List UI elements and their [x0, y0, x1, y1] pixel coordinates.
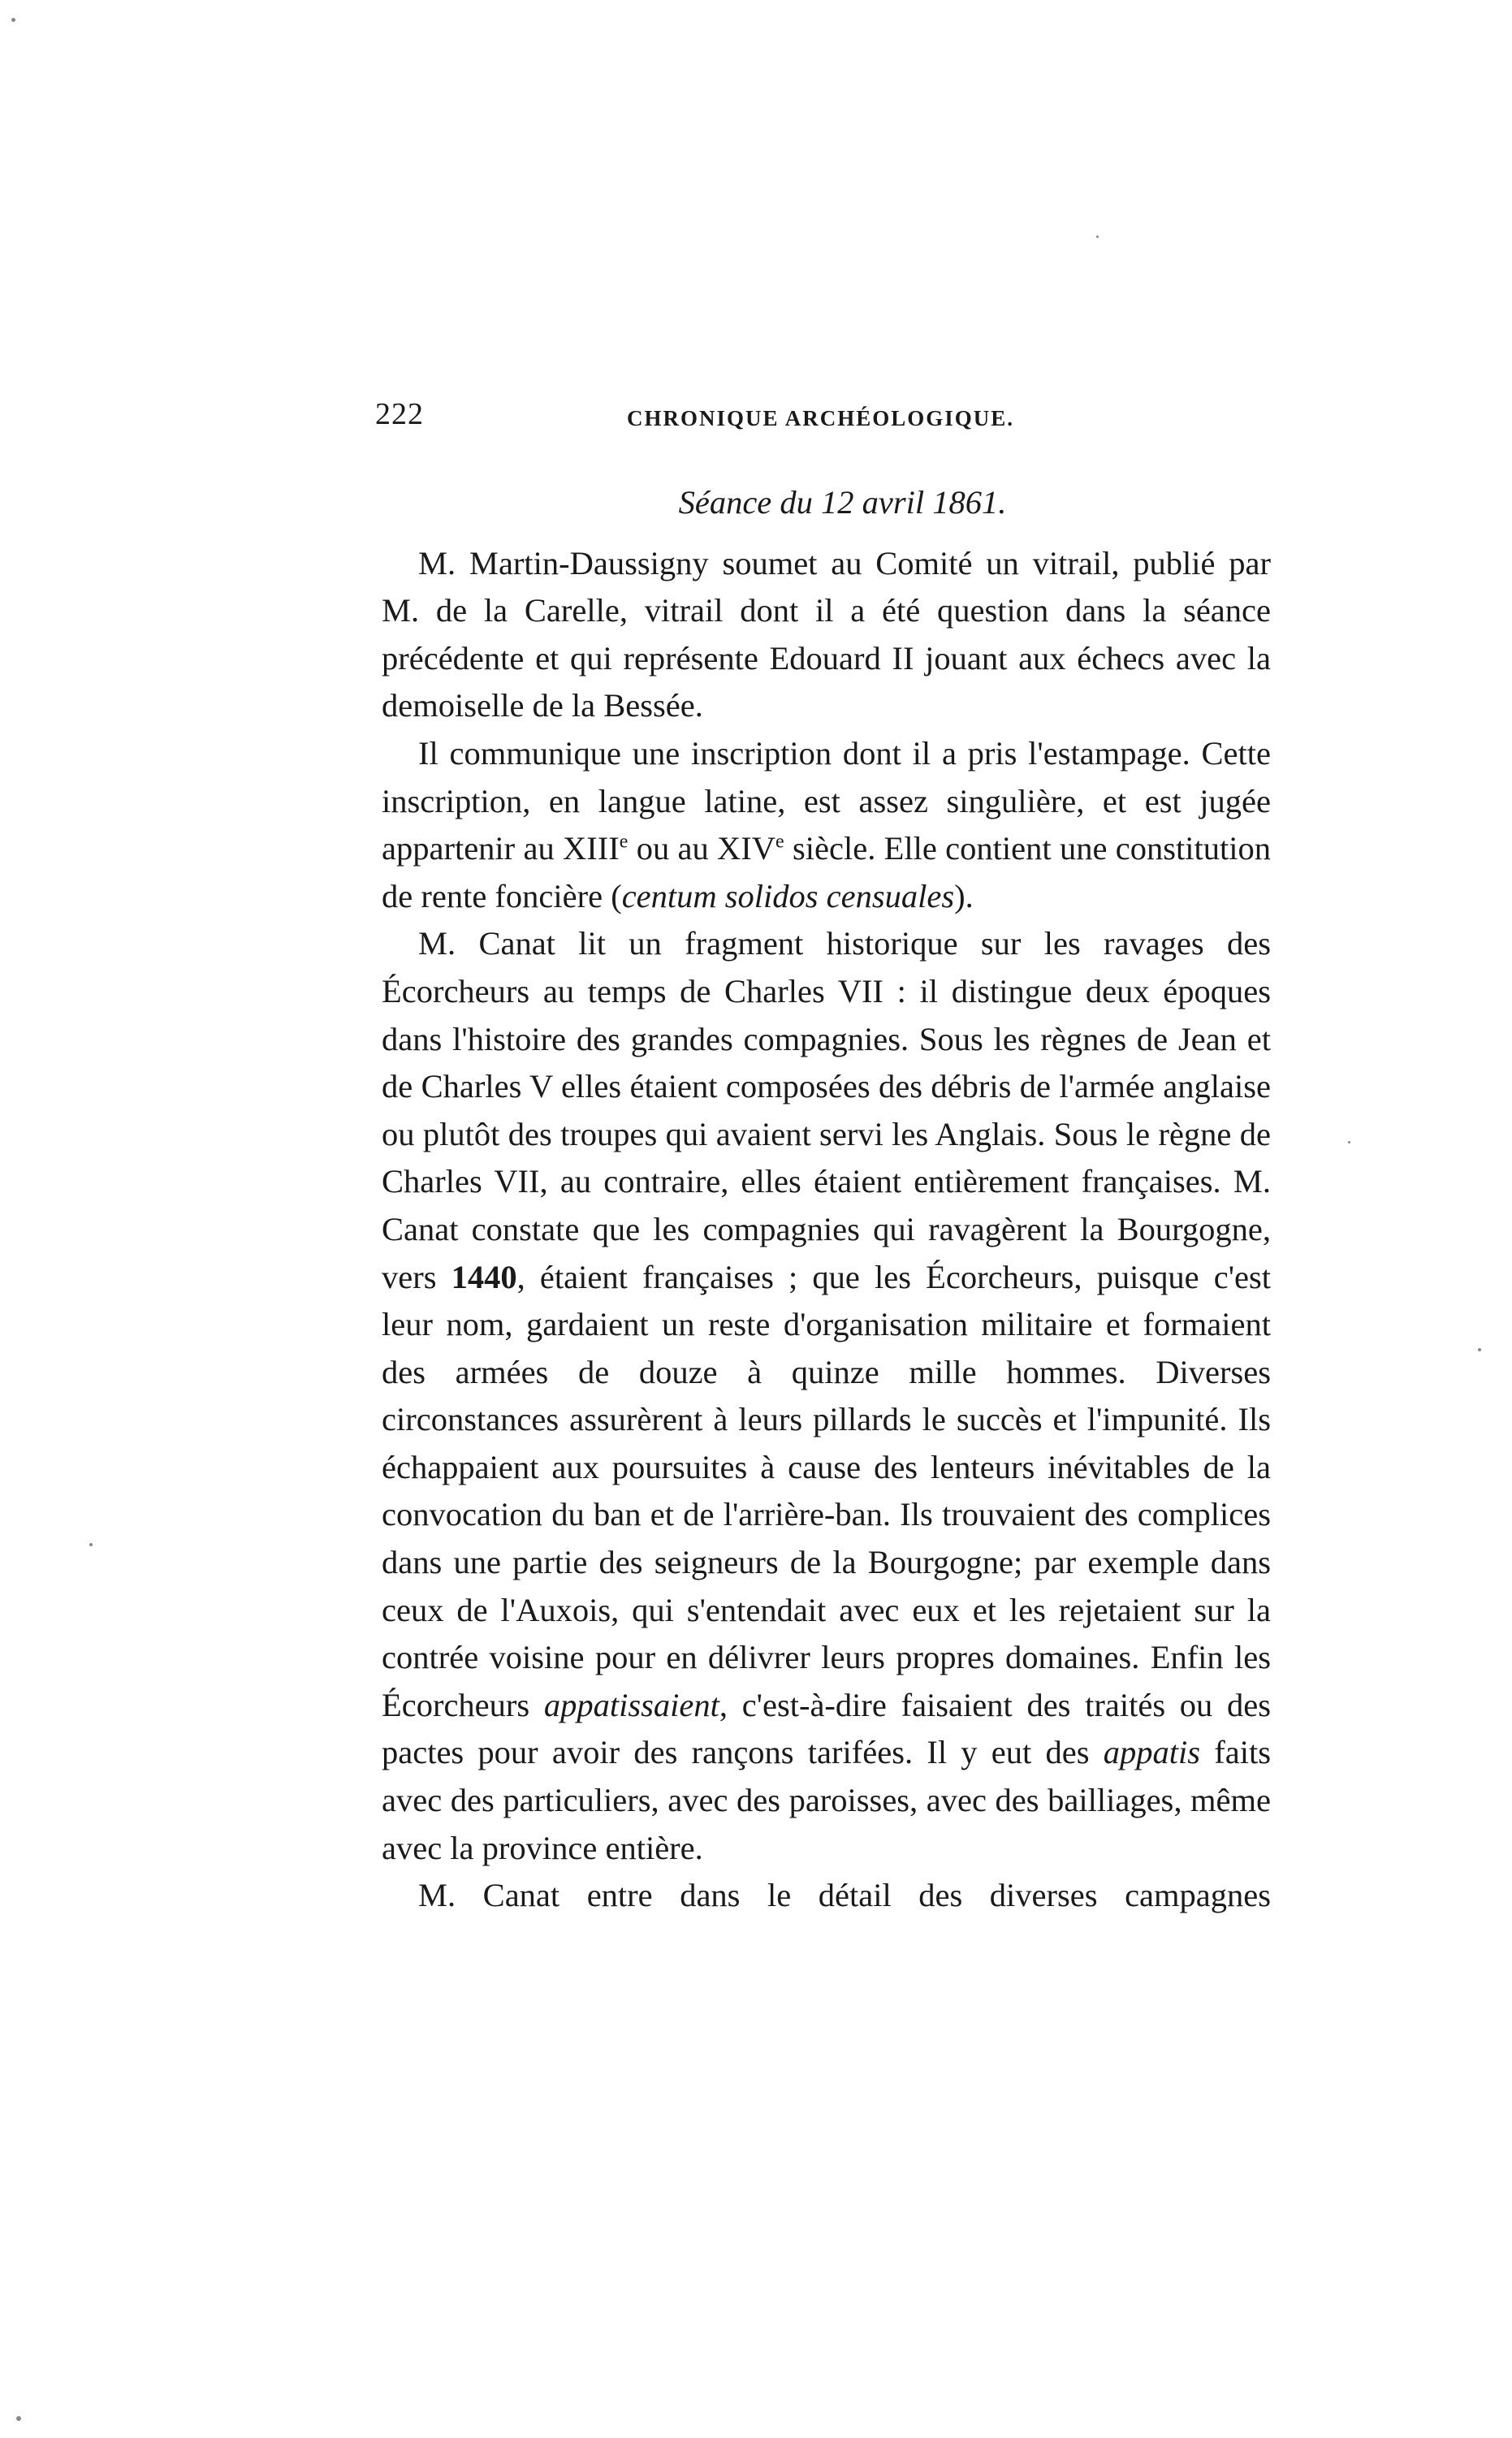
paper-speck [1348, 1141, 1350, 1143]
body-text [382, 479, 1271, 1920]
paragraph-ecorcheurs [382, 920, 1271, 1872]
paper-speck [11, 18, 15, 22]
paragraph-text: Il communique une inscription dont il a pris l'estampage. Cette inscription, en langue latine, est assez singulière, et est jugée appartenir au XIII [382, 734, 1271, 867]
paragraph-text: faits avec des particuliers, avec des paroisses, avec des bailliages, même avec la province entière. [382, 1734, 1272, 1866]
paper-speck [16, 2416, 21, 2421]
year: 1440 [451, 1258, 517, 1295]
superscript: e [775, 831, 784, 853]
italic-term: appatis [1103, 1734, 1201, 1771]
session-heading: Séance du 12 avril 1861. [678, 484, 1007, 521]
paragraph-text: M. Martin-Daussigny soumet au Comité un vitrail, publié par M. de la Carelle, vitrail dont il a été question dans la séance précédente et qui représente Edouard II jouant aux échecs avec la demoiselle de la Bessée. [382, 544, 1271, 724]
paragraph-text: , c'est-à-dire faisaient des traités ou des pactes pour avoir des rançons tarifées. Il y eut des [382, 1686, 1271, 1771]
paragraph-vitrail [382, 540, 1271, 730]
paragraph-text: ou au XIV [628, 830, 776, 867]
paragraph-text: , étaient françaises ; que les Écorcheurs, puisque c'est leur nom, gardaient un reste d'organisation militaire et formaient des armées de douze à quinze mille hommes. Diverses circonstances assurèrent à leurs pillards le succès et l'impunité. Ils échappaient aux poursuites à cause des lenteurs inévitables de la convocation du ban et de l'arrière-ban. Ils trouvaient des complices dans une partie des seigneurs de la Bourgogne; par exemple dans ceux de l'Auxois, qui s'entendait avec eux et les rejetaient sur la contrée voisine pour en délivrer leurs propres domaines. Enfin les Écorcheurs [382, 1258, 1271, 1723]
paragraph-campagnes [382, 1872, 1271, 1920]
paper-speck [1096, 236, 1099, 238]
page-header [375, 396, 1285, 445]
paragraph-text: M. Canat lit un fragment historique sur les ravages des Écorcheurs au temps de Charles VII : il distingue deux époques dans l'histoire des grandes compagnies. Sous les règnes de Jean et de Charles V elles étaient composées des débris de l'armée anglaise ou plutôt des troupes qui avaient servi les Anglais. Sous le règne de Charles VII, au contraire, elles étaient entièrement françaises. M. Canat constate que les compagnies qui ravagèrent la Bourgogne, vers [382, 925, 1271, 1295]
italic-term: appatissaient [543, 1686, 719, 1723]
superscript: e [619, 831, 629, 853]
page-number: 222 [375, 397, 424, 431]
paper-speck [1478, 1348, 1481, 1351]
paragraph-text: M. Canat entre dans le détail des diverses campagnes [418, 1877, 1271, 1914]
running-title: CHRONIQUE ARCHÉOLOGIQUE. [627, 406, 1015, 430]
paper-speck [89, 1543, 93, 1546]
paragraph-text: ). [954, 877, 974, 914]
paragraph-inscription [382, 730, 1271, 920]
latin-phrase: centum solidos censuales [621, 877, 955, 914]
paragraph-text: siècle. Elle contient une constitution de rente foncière ( [382, 830, 1271, 914]
